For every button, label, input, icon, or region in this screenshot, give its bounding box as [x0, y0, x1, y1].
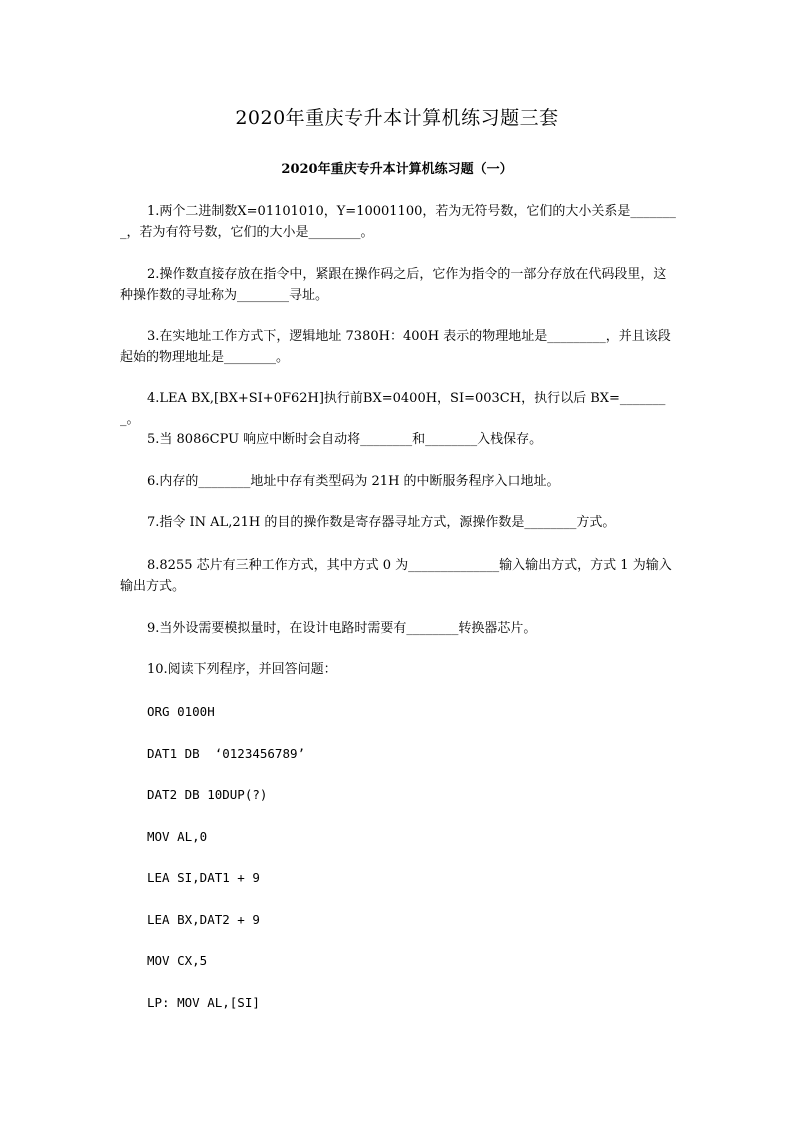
question-2: 2.操作数直接存放在指令中，紧跟在操作码之后，它作为指令的一部分存放在代码段里，这种操作数的寻址称为________寻址。: [120, 267, 667, 303]
code-line: MOV CX,5: [147, 953, 208, 968]
section-title: 2020年重庆专升本计算机练习题（一）: [281, 162, 513, 177]
code-line: DAT2 DB 10DUP(?): [147, 787, 268, 802]
question-5: 5.当 8086CPU 响应中断时会自动将________和________入栈保存。: [147, 432, 543, 447]
document-title: 2020年重庆专升本计算机练习题三套: [235, 107, 559, 129]
question-4: 4.LEA BX,[BX+SI+0F62H]执行前BX=0400H，SI=003CH，执行以后 BX=________。: [120, 391, 666, 427]
question-1: 1.两个二进制数X=01101010，Y=10001100，若为无符号数，它们的大小关系是________，若为有符号数，它们的大小是________。: [120, 204, 676, 240]
question-7: 7.指令 IN AL,21H 的目的操作数是寄存器寻址方式，源操作数是________方式。: [147, 515, 616, 530]
question-3: 3.在实地址工作方式下，逻辑地址 7380H：400H 表示的物理地址是_________，并且该段起始的物理地址是________。: [120, 329, 671, 365]
code-line: MOV AL,0: [147, 829, 208, 844]
code-line: ORG 0100H: [147, 704, 215, 719]
code-line: DAT1 DB ‘0123456789’: [147, 746, 306, 761]
question-9: 9.当外设需要模拟量时，在设计电路时需要有________转换器芯片。: [147, 621, 537, 636]
code-line: LEA BX,DAT2 + 9: [147, 912, 260, 927]
code-line: LP: MOV AL,[SI]: [147, 995, 260, 1010]
question-8: 8.8255 芯片有三种工作方式，其中方式 0 为______________输入输出方式，方式 1 为输入输出方式。: [120, 558, 672, 594]
code-line: LEA SI,DAT1 + 9: [147, 870, 260, 885]
question-10: 10.阅读下列程序，并回答问题：: [147, 662, 337, 677]
question-6: 6.内存的________地址中存有类型码为 21H 的中断服务程序入口地址。: [147, 474, 560, 489]
